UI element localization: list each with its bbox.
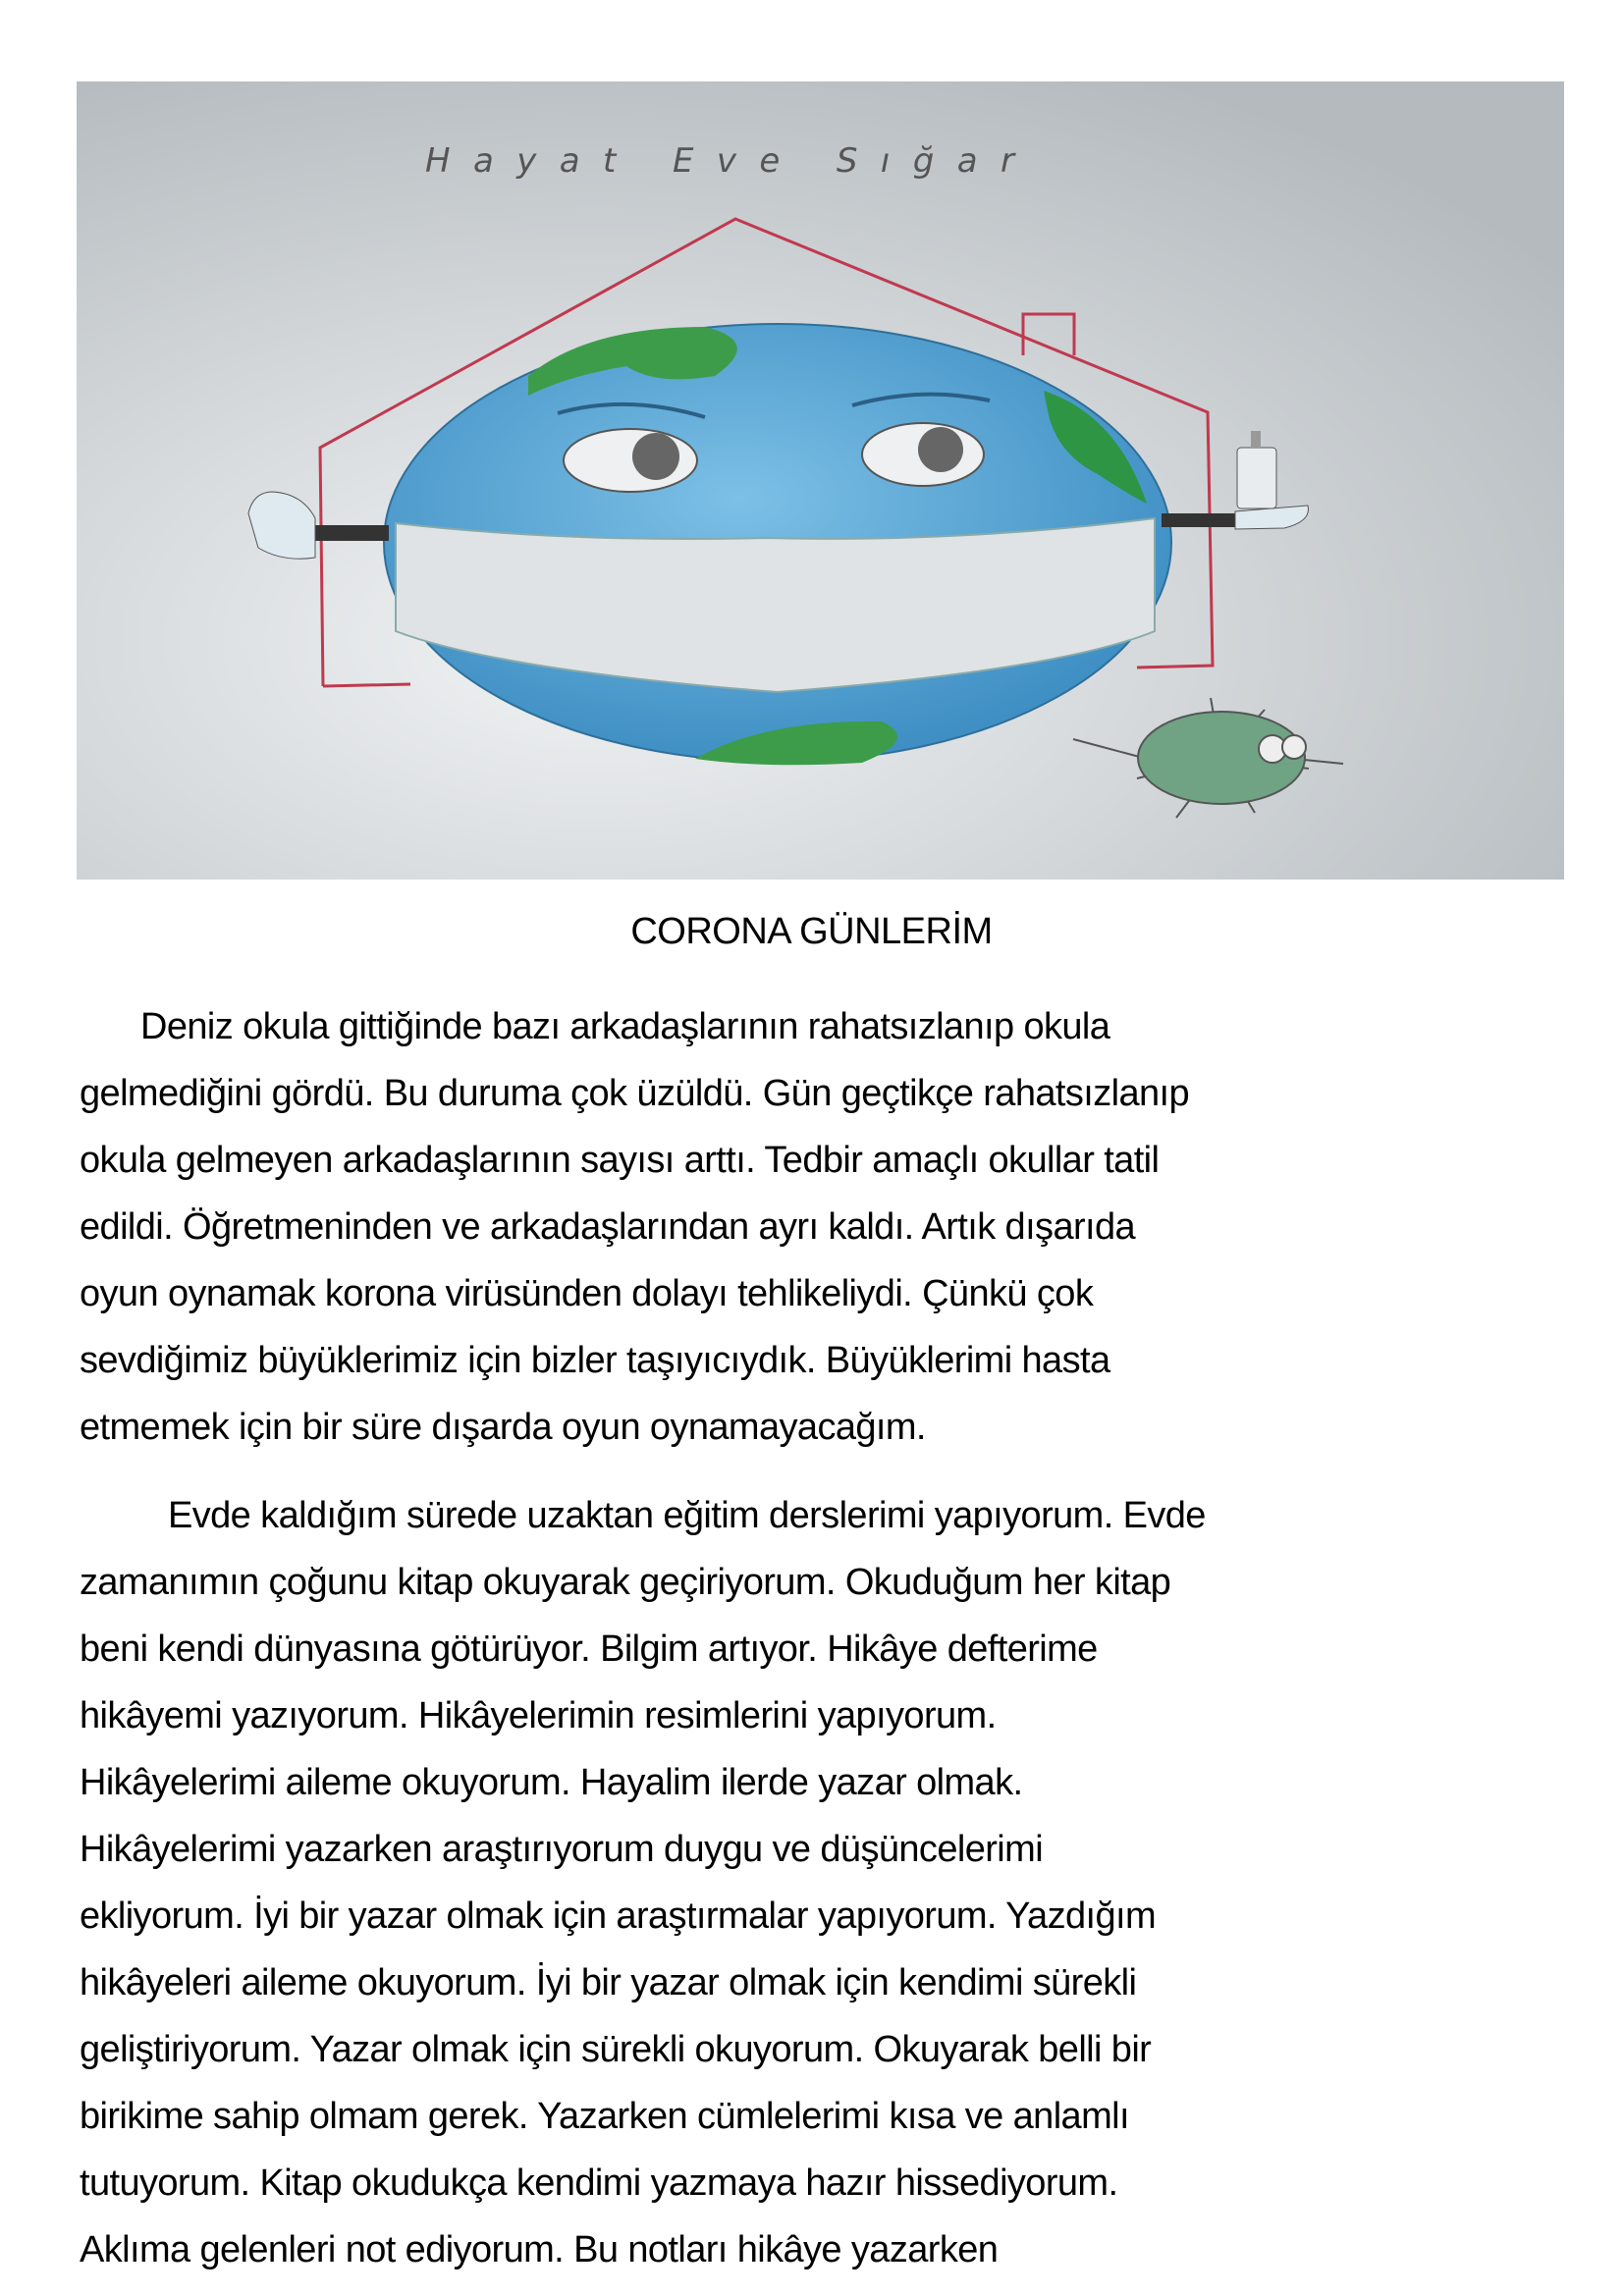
handwritten-caption: Hayat Eve Sığar <box>425 141 1014 181</box>
text-line: hikâyeleri aileme okuyorum. İyi bir yazar olmak için kendimi sürekli <box>80 1962 1137 2003</box>
text-line: edildi. Öğretmeninden ve arkadaşlarından ayrı kaldı. Artık dışarıda <box>80 1206 1136 1248</box>
text-line: etmemek için bir süre dışarda oyun oynamayacağım. <box>80 1407 926 1448</box>
text-line: birikime sahip olmam gerek. Yazarken cümlelerimi kısa ve anlamlı <box>80 2096 1129 2137</box>
text-line: Aklıma gelenleri not ediyorum. Bu notları hikâye yazarken <box>80 2229 999 2270</box>
paragraph-1 <box>80 993 1572 1461</box>
text-line: sevdiğimiz büyüklerimiz için bizler taşıyıcıydık. Büyüklerimi hasta <box>80 1340 1110 1381</box>
text-line: beni kendi dünyasına götürüyor. Bilgim artıyor. Hikâye defterime <box>80 1629 1098 1670</box>
text-line: zamanımın çoğunu kitap okuyarak geçiriyorum. Okuduğum her kitap <box>80 1562 1171 1603</box>
text-line: hikâyemi yazıyorum. Hikâyelerimin resimlerini yapıyorum. <box>80 1695 997 1736</box>
text-line: Hikâyelerimi yazarken araştırıyorum duygu ve düşüncelerimi <box>80 1829 1044 1870</box>
text-line: Deniz okula gittiğinde bazı arkadaşlarının rahatsızlanıp okula <box>140 1006 1110 1047</box>
globe-character <box>384 324 1171 765</box>
text-line: gelmediğini gördü. Bu duruma çok üzüldü. Gün geçtikçe rahatsızlanıp <box>80 1073 1190 1114</box>
text-line: okula gelmeyen arkadaşlarının sayısı arttı. Tedbir amaçlı okullar tatil <box>80 1140 1160 1181</box>
text-line: Evde kaldığım sürede uzaktan eğitim derslerimi yapıyorum. Evde <box>168 1495 1206 1536</box>
text-line: geliştiriyorum. Yazar olmak için sürekli okuyorum. Okuyarak belli bir <box>80 2029 1152 2070</box>
text-line: tutuyorum. Kitap okudukça kendimi yazmaya hazır hissediyorum. <box>80 2163 1118 2204</box>
text-line: oyun oynamak korona virüsünden dolayı tehlikeliydi. Çünkü çok <box>80 1273 1094 1314</box>
text-line: ekliyorum. İyi bir yazar olmak için araştırmalar yapıyorum. Yazdığım <box>80 1896 1157 1937</box>
drawing-photo <box>77 81 1564 880</box>
text-line: Hikâyelerimi aileme okuyorum. Hayalim ilerde yazar olmak. <box>80 1762 1023 1803</box>
paragraph-2 <box>80 1482 1572 2283</box>
document-title: CORONA GÜNLERİM <box>630 911 993 952</box>
